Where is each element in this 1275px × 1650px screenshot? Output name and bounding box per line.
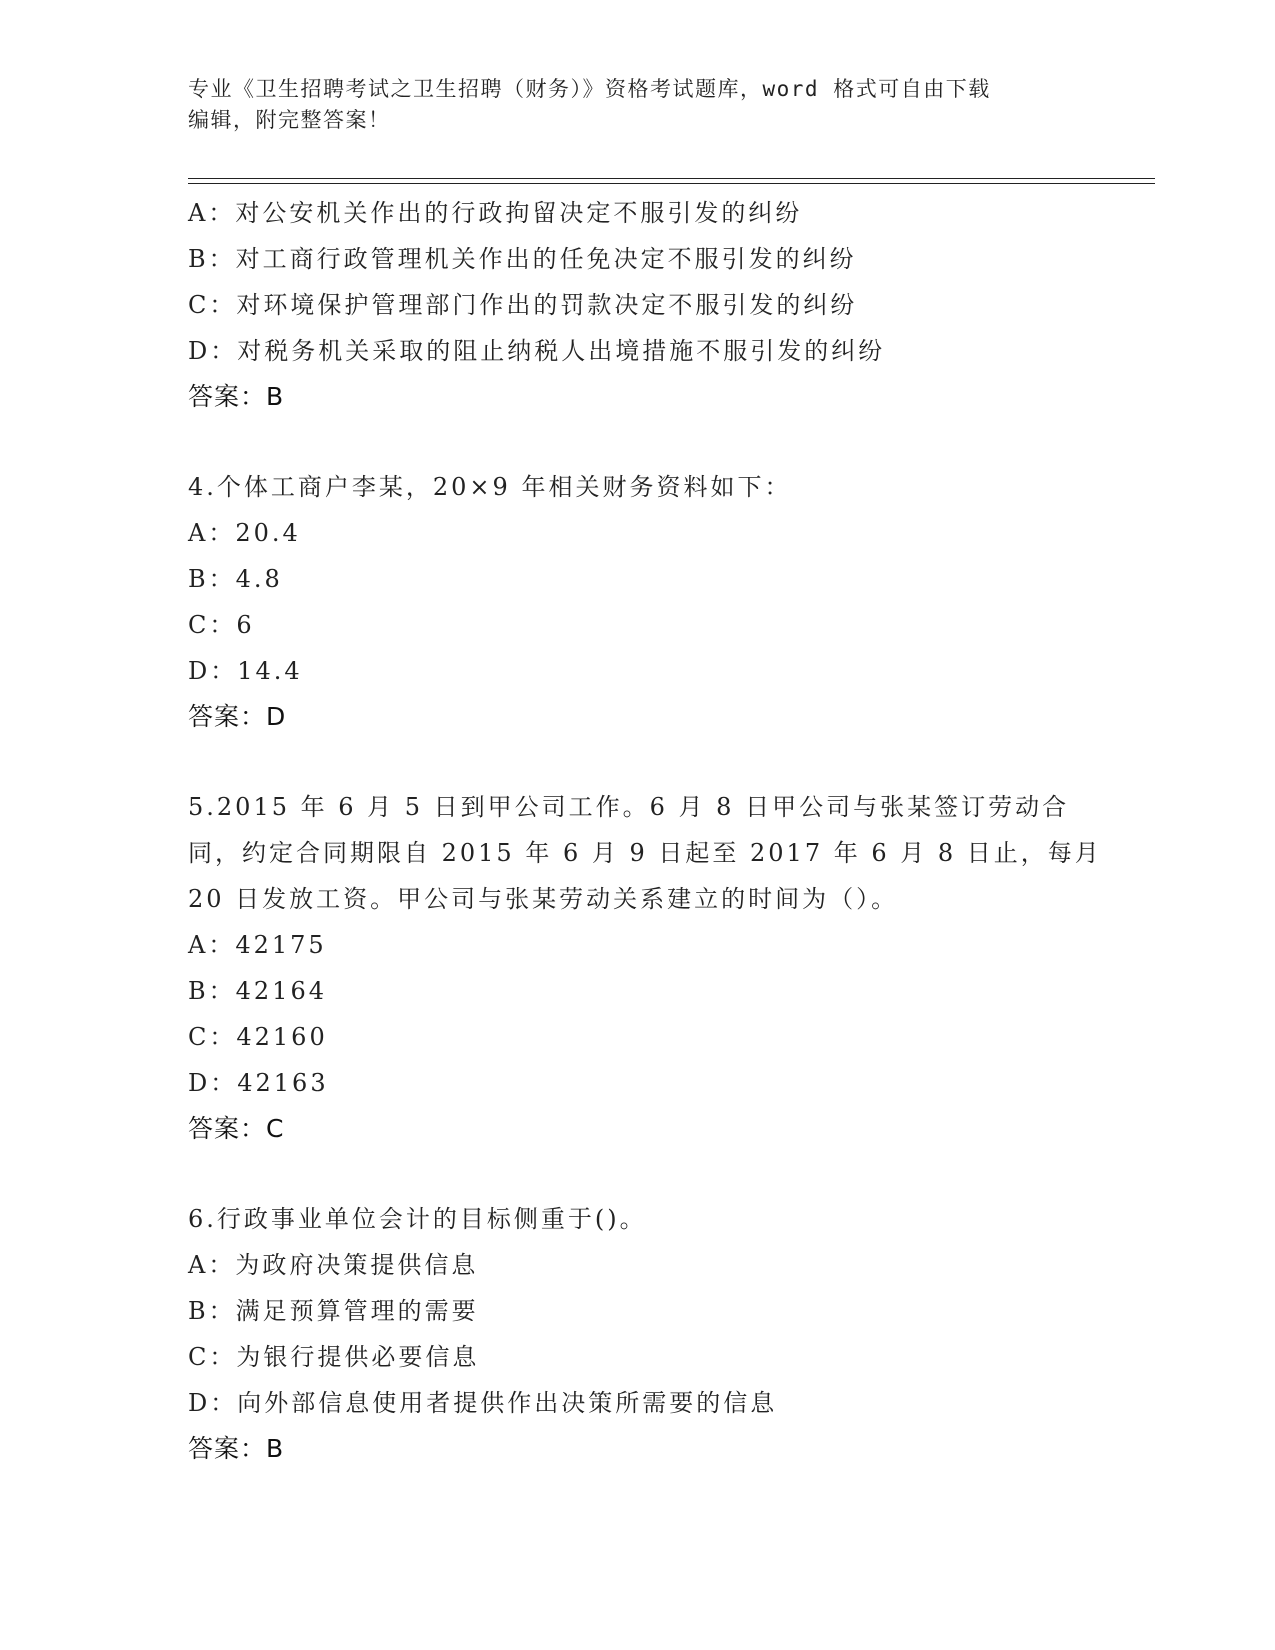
question-3 — [188, 190, 1088, 420]
option-c: C：42160 — [188, 1023, 328, 1051]
option-d: D：对税务机关采取的阻止纳税人出境措施不服引发的纠纷 — [188, 337, 886, 365]
header-divider-bottom — [188, 183, 1155, 184]
option-a: A：20.4 — [188, 519, 301, 547]
document-header — [188, 74, 1088, 136]
answer-text: 答案：C — [188, 1114, 285, 1143]
option-a: A：对公安机关作出的行政拘留决定不服引发的纠纷 — [188, 199, 803, 227]
question-6 — [188, 1196, 1088, 1472]
option-b: B：对工商行政管理机关作出的任免决定不服引发的纠纷 — [188, 245, 857, 273]
question-stem-line-2: 同，约定合同期限自 2015 年 6 月 9 日起至 2017 年 6 月 8 日止，每月 — [188, 839, 1102, 867]
option-c: C：为银行提供必要信息 — [188, 1343, 480, 1371]
option-b: B：42164 — [188, 977, 327, 1005]
question-list — [188, 190, 1102, 1472]
question-5 — [188, 784, 1102, 1152]
option-c: C：对环境保护管理部门作出的罚款决定不服引发的纠纷 — [188, 291, 858, 319]
header-line-2: 编辑，附完整答案！ — [188, 108, 391, 132]
option-a: A：42175 — [188, 931, 327, 959]
option-c: C：6 — [188, 611, 255, 639]
answer-text: 答案：D — [188, 702, 287, 731]
header-divider-top — [188, 178, 1155, 179]
question-stem-line-3: 20 日发放工资。甲公司与张某劳动关系建立的时间为（）。 — [188, 885, 899, 913]
question-stem-line-1: 5.2015 年 6 月 5 日到甲公司工作。6 月 8 日甲公司与张某签订劳动合 — [188, 793, 1070, 821]
option-b: B：4.8 — [188, 565, 283, 593]
option-b: B：满足预算管理的需要 — [188, 1297, 479, 1325]
question-4 — [188, 464, 1088, 740]
option-a: A：为政府决策提供信息 — [188, 1251, 479, 1279]
answer-text: 答案：B — [188, 1434, 285, 1463]
answer-text: 答案：B — [188, 382, 285, 411]
option-d: D：向外部信息使用者提供作出决策所需要的信息 — [188, 1389, 778, 1417]
question-stem: 6.行政事业单位会计的目标侧重于()。 — [188, 1205, 647, 1233]
option-d: D：42163 — [188, 1069, 329, 1097]
option-d: D：14.4 — [188, 657, 303, 685]
question-stem: 4.个体工商户李某，20×9 年相关财务资料如下： — [188, 473, 792, 501]
header-line-1: 专业《卫生招聘考试之卫生招聘（财务）》资格考试题库，word 格式可自由下载 — [188, 77, 991, 101]
